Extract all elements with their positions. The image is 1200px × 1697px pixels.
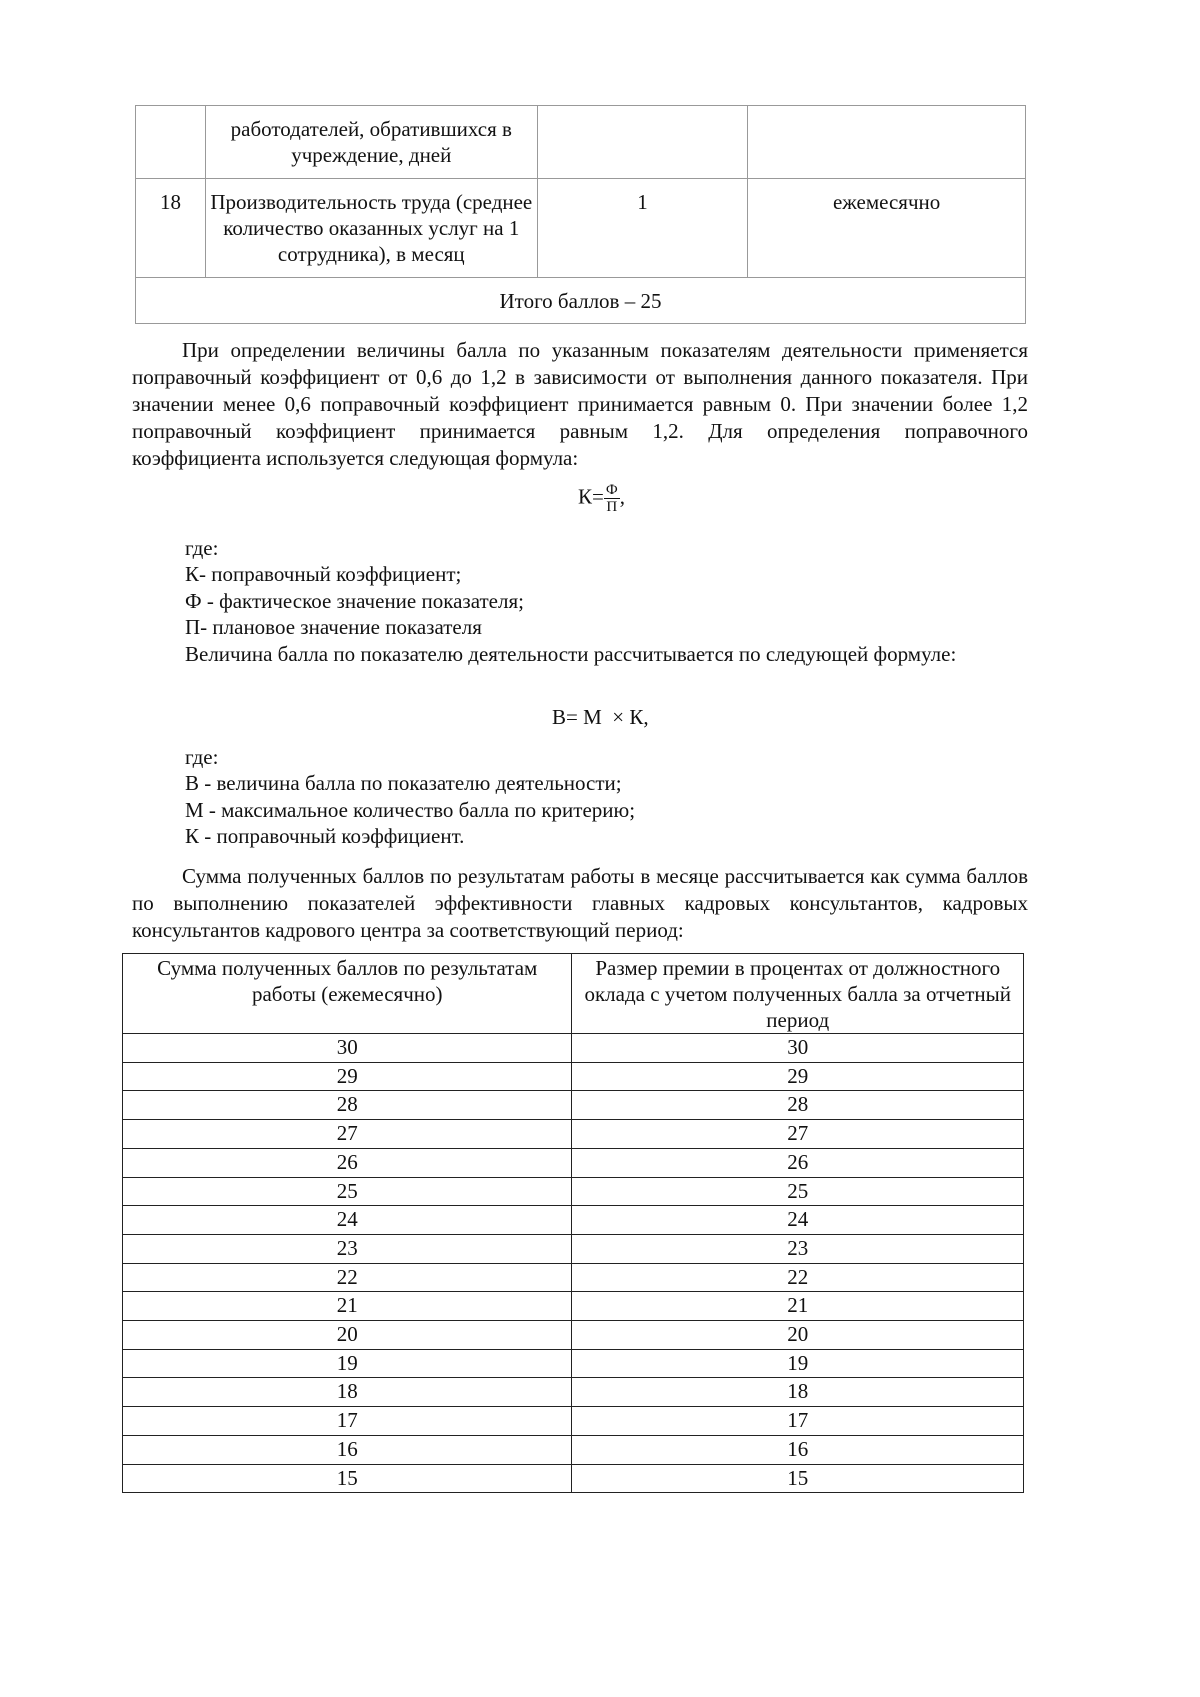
row-number xyxy=(136,106,206,179)
points-cell: 20 xyxy=(123,1321,572,1350)
legend-line: где: xyxy=(185,745,219,769)
bonus-percent-cell: 23 xyxy=(572,1234,1024,1263)
total-points: Итого баллов – 25 xyxy=(136,278,1026,324)
table-row xyxy=(123,1034,1024,1063)
bonus-percent-cell: 22 xyxy=(572,1263,1024,1292)
max-points xyxy=(537,106,748,179)
table-row xyxy=(123,1263,1024,1292)
table-row xyxy=(123,1091,1024,1120)
bonus-percent-cell: 19 xyxy=(572,1349,1024,1378)
column-header-bonus: Размер премии в процентах от должностного оклада с учетом полученных балла за отчетный период xyxy=(572,954,1024,1034)
points-cell: 25 xyxy=(123,1177,572,1206)
table-row xyxy=(123,1407,1024,1436)
table-row xyxy=(123,1349,1024,1378)
bonus-percent-cell: 27 xyxy=(572,1120,1024,1149)
table-row xyxy=(123,1378,1024,1407)
bonus-percent-cell: 30 xyxy=(572,1034,1024,1063)
points-cell: 29 xyxy=(123,1062,572,1091)
indicators-table xyxy=(135,105,1026,324)
points-cell: 19 xyxy=(123,1349,572,1378)
legend-line: К - поправочный коэффициент. xyxy=(185,824,465,848)
period: ежемесячно xyxy=(748,179,1026,278)
table-row xyxy=(136,179,1026,278)
points-cell: 23 xyxy=(123,1234,572,1263)
paragraph-score-formula xyxy=(132,641,962,668)
bonus-percent-cell: 16 xyxy=(572,1435,1024,1464)
table-row xyxy=(123,1062,1024,1091)
total-row xyxy=(136,278,1026,324)
paragraph-sum xyxy=(132,863,1028,944)
bonus-percent-cell: 25 xyxy=(572,1177,1024,1206)
table-row xyxy=(123,1148,1024,1177)
bonus-percent-cell: 29 xyxy=(572,1062,1024,1091)
points-cell: 22 xyxy=(123,1263,572,1292)
header-row xyxy=(123,954,1024,1034)
bonus-percent-cell: 26 xyxy=(572,1148,1024,1177)
table-row xyxy=(123,1206,1024,1235)
table-row xyxy=(123,1321,1024,1350)
formula-score: В= М × К, xyxy=(552,705,649,729)
paragraph-coefficient xyxy=(132,337,1028,472)
legend-line: В - величина балла по показателю деятельности; xyxy=(185,771,622,795)
points-cell: 15 xyxy=(123,1464,572,1493)
fraction xyxy=(604,482,620,515)
bonus-percent-cell: 18 xyxy=(572,1378,1024,1407)
numerator: Ф xyxy=(605,482,618,498)
bonus-percent-cell: 17 xyxy=(572,1407,1024,1436)
max-points: 1 xyxy=(537,179,748,278)
table-row xyxy=(123,1234,1024,1263)
points-cell: 28 xyxy=(123,1091,572,1120)
points-cell: 26 xyxy=(123,1148,572,1177)
table-row xyxy=(123,1292,1024,1321)
table-row xyxy=(123,1120,1024,1149)
column-header-points: Сумма полученных баллов по результатам работы (ежемесячно) xyxy=(123,954,572,1034)
formula-coefficient xyxy=(578,482,625,515)
table-row xyxy=(136,106,1026,179)
bonus-percent-cell: 24 xyxy=(572,1206,1024,1235)
formula-tail: , xyxy=(619,484,625,509)
formula-left: К= xyxy=(578,484,604,509)
paragraph-text: При определении величины балла по указанным показателям деятельности применяется поправочный коэффициент от 0,6 до 1,2 в зависимости от выполнения данного показателя. При значении менее 0,6 поправочный коэффициент принимается равным 0. При значении более 1,2 поправочный коэффициент принимается равным 1,2. Для определения поправочного коэффициента используется следующая формула: xyxy=(132,338,1028,470)
legend-line: К- поправочный коэффициент; xyxy=(185,562,462,586)
table-row xyxy=(123,1177,1024,1206)
legend-line: М - максимальное количество балла по критерию; xyxy=(185,798,636,822)
points-cell: 16 xyxy=(123,1435,572,1464)
paragraph-text: Величина балла по показателю деятельности рассчитывается по следующей формуле: xyxy=(185,642,957,666)
denominator: П xyxy=(606,499,618,515)
period xyxy=(748,106,1026,179)
table-row xyxy=(123,1464,1024,1493)
points-cell: 17 xyxy=(123,1407,572,1436)
bonus-percent-cell: 21 xyxy=(572,1292,1024,1321)
bonus-percent-cell: 15 xyxy=(572,1464,1024,1493)
legend-line: где: xyxy=(185,536,219,560)
table-row xyxy=(123,1435,1024,1464)
bonus-percent-cell: 20 xyxy=(572,1321,1024,1350)
bonus-percent-cell: 28 xyxy=(572,1091,1024,1120)
indicator-name: Производительность труда (среднее количество оказанных услуг на 1 сотрудника), в месяц xyxy=(205,179,537,278)
points-cell: 18 xyxy=(123,1378,572,1407)
points-cell: 30 xyxy=(123,1034,572,1063)
points-cell: 24 xyxy=(123,1206,572,1235)
bonus-table xyxy=(122,953,1024,1493)
indicator-name: работодателей, обратившихся в учреждение, дней xyxy=(205,106,537,179)
paragraph-text: Сумма полученных баллов по результатам работы в месяце рассчитывается как сумма баллов по выполнению показателей эффективности главных кадровых консультантов, кадровых консультантов кадрового центра за соответствующий период: xyxy=(132,864,1028,942)
points-cell: 21 xyxy=(123,1292,572,1321)
legend-line: Ф - фактическое значение показателя; xyxy=(185,589,524,613)
legend-line: П- плановое значение показателя xyxy=(185,615,482,639)
points-cell: 27 xyxy=(123,1120,572,1149)
row-number: 18 xyxy=(136,179,206,278)
